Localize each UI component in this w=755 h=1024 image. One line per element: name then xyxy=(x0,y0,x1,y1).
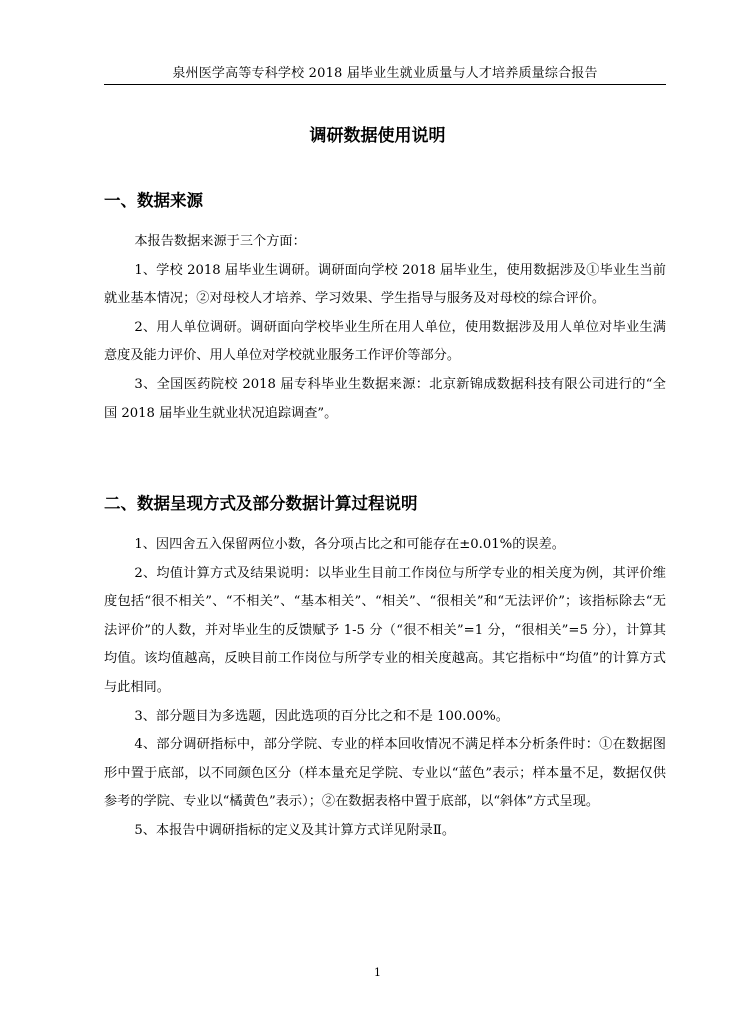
section-heading: 一、数据来源 xyxy=(104,191,203,210)
paragraph: 3、部分题目为多选题，因此选项的百分比之和不是 100.00%。 xyxy=(134,708,509,724)
paragraph: 2、用人单位调研。调研面向学校毕业生所在用人单位，使用数据涉及用人单位对毕业生满意度及能力评价、用人单位对学校就业服务工作评价等部分。 xyxy=(104,319,666,364)
paragraph: 3、全国医药院校 2018 届专科毕业生数据来源：北京新锦成数据科技有限公司进行的“全国 2018 届毕业生就业状况追踪调查”。 xyxy=(104,376,666,421)
paragraph: 4、部分调研指标中，部分学院、专业的样本回收情况不满足样本分析条件时：①在数据图形中置于底部，以不同颜色区分（样本量充足学院、专业以“蓝色”表示；样本量不足，数据仅供参考的学院、专业以“橘黄色”表示）；②在数据表格中置于底部，以“斜体”方式呈现。 xyxy=(104,737,666,810)
header-divider xyxy=(104,84,666,85)
paragraph: 1、学校 2018 届毕业生调研。调研面向学校 2018 届毕业生，使用数据涉及①毕业生当前就业基本情况；②对母校人才培养、学习效果、学生指导与服务及对母校的综合评价。 xyxy=(104,262,666,307)
section-data-sources xyxy=(104,190,666,428)
section-body xyxy=(104,228,666,428)
section-data-presentation xyxy=(104,493,666,846)
paragraph: 1、因四舍五入保留两位小数，各分项占比之和可能存在±0.01%的误差。 xyxy=(134,537,565,552)
paragraph: 5、本报告中调研指标的定义及其计算方式详见附录Ⅱ。 xyxy=(134,822,456,838)
section-body xyxy=(104,531,666,846)
page-header: 泉州医学高等专科学校 2018 届毕业生就业质量与人才培养质量综合报告 xyxy=(172,66,598,81)
paragraph: 本报告数据来源于三个方面： xyxy=(134,234,306,249)
page-title: 调研数据使用说明 xyxy=(309,126,446,146)
page-number: 1 xyxy=(374,966,381,979)
paragraph: 2、均值计算方式及结果说明：以毕业生目前工作岗位与所学专业的相关度为例，其评价维度包括“很不相关”、“不相关”、“基本相关”、“相关”、“很相关”和“无法评价”；该指标除去“无法评价”的人数，并对毕业生的反馈赋予 1-5 分（“很不相关”=1 分，“很相关”=5 分），计算其均值。该均值越高，反映目前工作岗位与所学专业的相关度越高。其它指标中“均值”的计算方式与此相同。 xyxy=(104,565,666,695)
section-heading: 二、数据呈现方式及部分数据计算过程说明 xyxy=(104,494,418,513)
